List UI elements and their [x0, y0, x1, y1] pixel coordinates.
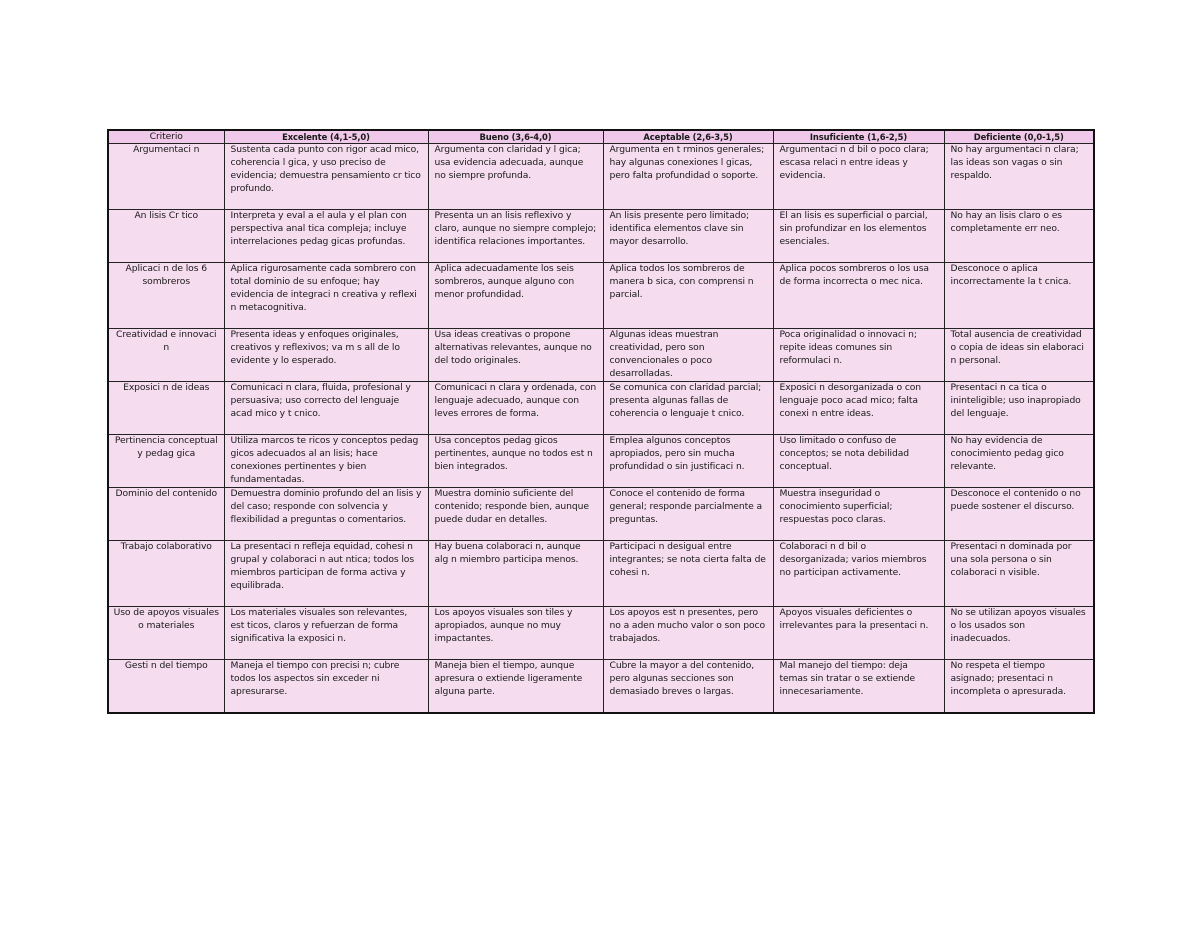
criterion-cell: Pertinencia conceptual y pedag gica	[108, 435, 224, 488]
deficiente-cell: No hay argumentaci n clara; las ideas son vagas o sin respaldo.	[944, 144, 1094, 210]
bueno-cell: Usa conceptos pedag gicos pertinentes, aunque no todos est n bien integrados.	[428, 435, 603, 488]
aceptable-cell: Argumenta en t rminos generales; hay algunas conexiones l gicas, pero falta profundidad o soporte.	[603, 144, 773, 210]
excelente-cell: Utiliza marcos te ricos y conceptos pedag gicos adecuados al an lisis; hace conexiones pertinentes y bien fundamentadas.	[224, 435, 428, 488]
bueno-cell: Usa ideas creativas o propone alternativas relevantes, aunque no del todo originales.	[428, 329, 603, 382]
deficiente-cell: Desconoce o aplica incorrectamente la t cnica.	[944, 263, 1094, 329]
header-excelente: Excelente (4,1-5,0)	[224, 130, 428, 144]
aceptable-cell: Los apoyos est n presentes, pero no a aden mucho valor o son poco trabajados.	[603, 607, 773, 660]
excelente-cell: Los materiales visuales son relevantes, est ticos, claros y refuerzan de forma significativa la exposici n.	[224, 607, 428, 660]
bueno-cell: Aplica adecuadamente los seis sombreros, aunque alguno con menor profundidad.	[428, 263, 603, 329]
insuficiente-cell: Colaboraci n d bil o desorganizada; varios miembros no participan activamente.	[773, 541, 944, 607]
aceptable-cell: Se comunica con claridad parcial; presenta algunas fallas de coherencia o lenguaje t cnico.	[603, 382, 773, 435]
insuficiente-cell: Apoyos visuales deficientes o irrelevantes para la presentaci n.	[773, 607, 944, 660]
table-row	[108, 488, 1094, 541]
deficiente-cell: No hay an lisis claro o es completamente err neo.	[944, 210, 1094, 263]
header-row	[108, 130, 1094, 144]
deficiente-cell: Presentaci n ca tica o ininteligible; uso inapropiado del lenguaje.	[944, 382, 1094, 435]
criterion-cell: Trabajo colaborativo	[108, 541, 224, 607]
deficiente-cell: No hay evidencia de conocimiento pedag gico relevante.	[944, 435, 1094, 488]
aceptable-cell: Algunas ideas muestran creatividad, pero son convencionales o poco desarrolladas.	[603, 329, 773, 382]
excelente-cell: Presenta ideas y enfoques originales, creativos y reflexivos; va m s all de lo evidente y lo esperado.	[224, 329, 428, 382]
rubric-table	[107, 129, 1095, 714]
bueno-cell: Los apoyos visuales son tiles y apropiados, aunque no muy impactantes.	[428, 607, 603, 660]
criterion-cell: Uso de apoyos visuales o materiales	[108, 607, 224, 660]
deficiente-cell: Total ausencia de creatividad o copia de ideas sin elaboraci n personal.	[944, 329, 1094, 382]
insuficiente-cell: Mal manejo del tiempo: deja temas sin tratar o se extiende innecesariamente.	[773, 660, 944, 713]
table-row	[108, 382, 1094, 435]
deficiente-cell: Desconoce el contenido o no puede sostener el discurso.	[944, 488, 1094, 541]
header-insuficiente: Insuficiente (1,6-2,5)	[773, 130, 944, 144]
criterion-cell: Argumentaci n	[108, 144, 224, 210]
bueno-cell: Maneja bien el tiempo, aunque apresura o extiende ligeramente alguna parte.	[428, 660, 603, 713]
header-bueno: Bueno (3,6-4,0)	[428, 130, 603, 144]
excelente-cell: Demuestra dominio profundo del an lisis y del caso; responde con solvencia y flexibilidad a preguntas o comentarios.	[224, 488, 428, 541]
table-row	[108, 607, 1094, 660]
header-aceptable: Aceptable (2,6-3,5)	[603, 130, 773, 144]
insuficiente-cell: Aplica pocos sombreros o los usa de forma incorrecta o mec nica.	[773, 263, 944, 329]
insuficiente-cell: Poca originalidad o innovaci n; repite ideas comunes sin reformulaci n.	[773, 329, 944, 382]
table-row	[108, 329, 1094, 382]
insuficiente-cell: Exposici n desorganizada o con lenguaje poco acad mico; falta conexi n entre ideas.	[773, 382, 944, 435]
insuficiente-cell: El an lisis es superficial o parcial, sin profundizar en los elementos esenciales.	[773, 210, 944, 263]
criterion-cell: Gesti n del tiempo	[108, 660, 224, 713]
criterion-cell: Dominio del contenido	[108, 488, 224, 541]
criterion-cell: Exposici n de ideas	[108, 382, 224, 435]
table-row	[108, 210, 1094, 263]
deficiente-cell: No respeta el tiempo asignado; presentaci n incompleta o apresurada.	[944, 660, 1094, 713]
insuficiente-cell: Argumentaci n d bil o poco clara; escasa relaci n entre ideas y evidencia.	[773, 144, 944, 210]
table-row	[108, 144, 1094, 210]
bueno-cell: Argumenta con claridad y l gica; usa evidencia adecuada, aunque no siempre profunda.	[428, 144, 603, 210]
deficiente-cell: No se utilizan apoyos visuales o los usados son inadecuados.	[944, 607, 1094, 660]
insuficiente-cell: Uso limitado o confuso de conceptos; se nota debilidad conceptual.	[773, 435, 944, 488]
bueno-cell: Hay buena colaboraci n, aunque alg n miembro participa menos.	[428, 541, 603, 607]
header-deficiente: Deficiente (0,0-1,5)	[944, 130, 1094, 144]
bueno-cell: Presenta un an lisis reflexivo y claro, aunque no siempre complejo; identifica relaciones importantes.	[428, 210, 603, 263]
aceptable-cell: Participaci n desigual entre integrantes; se nota cierta falta de cohesi n.	[603, 541, 773, 607]
table-row	[108, 263, 1094, 329]
aceptable-cell: An lisis presente pero limitado; identifica elementos clave sin mayor desarrollo.	[603, 210, 773, 263]
table-row	[108, 660, 1094, 713]
bueno-cell: Comunicaci n clara y ordenada, con lenguaje adecuado, aunque con leves errores de forma.	[428, 382, 603, 435]
header-criterio: Criterio	[108, 130, 224, 144]
excelente-cell: Comunicaci n clara, fluida, profesional y persuasiva; uso correcto del lenguaje acad mico y t cnico.	[224, 382, 428, 435]
insuficiente-cell: Muestra inseguridad o conocimiento superficial; respuestas poco claras.	[773, 488, 944, 541]
aceptable-cell: Emplea algunos conceptos apropiados, pero sin mucha profundidad o sin justificaci n.	[603, 435, 773, 488]
aceptable-cell: Cubre la mayor a del contenido, pero algunas secciones son demasiado breves o largas.	[603, 660, 773, 713]
excelente-cell: Sustenta cada punto con rigor acad mico, coherencia l gica, y uso preciso de evidencia; demuestra pensamiento cr tico profundo.	[224, 144, 428, 210]
aceptable-cell: Conoce el contenido de forma general; responde parcialmente a preguntas.	[603, 488, 773, 541]
deficiente-cell: Presentaci n dominada por una sola persona o sin colaboraci n visible.	[944, 541, 1094, 607]
aceptable-cell: Aplica todos los sombreros de manera b sica, con comprensi n parcial.	[603, 263, 773, 329]
table-row	[108, 541, 1094, 607]
excelente-cell: Aplica rigurosamente cada sombrero con total dominio de su enfoque; hay evidencia de integraci n creativa y reflexi n metacognitiva.	[224, 263, 428, 329]
excelente-cell: La presentaci n refleja equidad, cohesi n grupal y colaboraci n aut ntica; todos los miembros participan de forma activa y equilibrada.	[224, 541, 428, 607]
bueno-cell: Muestra dominio suficiente del contenido; responde bien, aunque puede dudar en detalles.	[428, 488, 603, 541]
criterion-cell: Aplicaci n de los 6 sombreros	[108, 263, 224, 329]
table-row	[108, 435, 1094, 488]
criterion-cell: An lisis Cr tico	[108, 210, 224, 263]
excelente-cell: Maneja el tiempo con precisi n; cubre todos los aspectos sin exceder ni apresurarse.	[224, 660, 428, 713]
criterion-cell: Creatividad e innovaci n	[108, 329, 224, 382]
excelente-cell: Interpreta y eval a el aula y el plan con perspectiva anal tica compleja; incluye interrelaciones pedag gicas profundas.	[224, 210, 428, 263]
